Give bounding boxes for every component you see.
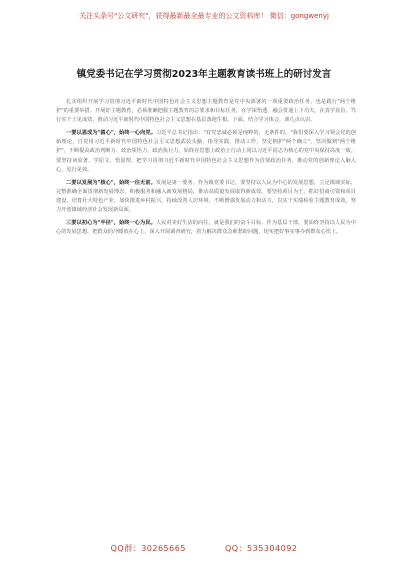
qq-label: QQ：535304092 — [224, 544, 298, 553]
paragraph-point-one — [56, 129, 356, 174]
document-body — [56, 98, 356, 241]
document-title: 镇党委书记在学习贯彻2023年主题教育读书班上的研讨发言 — [76, 69, 332, 80]
paragraph-lead: 二要以发展为"核心"，始终一往无前。 — [66, 179, 156, 186]
qq-group-label: QQ群：30265665 — [110, 544, 186, 553]
paragraph-lead: 一要以恩成为"圆心"，始终一心向党。 — [66, 130, 156, 137]
paragraph-intro — [56, 98, 356, 125]
paragraph-text: 扎实组织开展学习贯彻习近平新时代中国特色社会主义思想主题教育是党中央部署的一项重要政治任务，也是践行"两个维护"的重要举措。开展好主题教育，必须准确把握主题教育的总要求和目标任务，在学深悟透、融会贯通上下功夫，在真学真信、笃行实干上见成效，推动习近平新时代中国特色社会主义思想在基层落地生根。下面，结合学习体会，谈几点认识。 — [56, 99, 356, 124]
paragraph-text: 习近平总书记指出："对党忠诚必须是纯粹的、无条件的。"我们要深入学习领会党的创新理论，自觉用习近平新时代中国特色社会主义思想武装头脑、指导实践、推动工作，坚定拥护"两个确立"、坚决做到"两个维护"，不断提高政治判断力、政治领悟力、政治执行力，始终在思想上政治上行动上同以习近平同志为核心的党中央保持高度一致。要坚持读原著、学原文、悟原理，把学习贯彻习近平新时代中国特色社会主义思想作为首要政治任务，推动党的创新理论入脑入心、见行见效。 — [56, 130, 357, 173]
paragraph-text: 人民对美好生活的向往，就是我们的奋斗目标。作为基层干部，要始终坚持以人民为中心的发展思想，把群众的冷暖放在心上，深入开展调查研究，着力解决群众急难愁盼问题，切实把好事实事办到群众心坎上。 — [56, 220, 356, 236]
paragraph-point-two — [56, 179, 356, 215]
promo-banner: 关注头条号"公文研究"，获得最新最全最专业的公文资料库！ 微信：gongwenyj — [79, 12, 329, 20]
paragraph-point-three — [56, 219, 356, 237]
paragraph-lead: 三要以初心为"半径"，始终一心为民。 — [66, 220, 156, 227]
contact-footer — [0, 543, 408, 554]
paragraph-text: 发展是第一要务。作为镇党委书记，要坚持以人民为中心的发展思想，立足镇域实际，完整准确全面贯彻新发展理念，积极服务和融入新发展格局，推动高质量发展取得新成效。要坚持项目为王，抓好招商引资和项目建设，培育壮大特色产业，加快推进乡村振兴，持续改善人居环境，不断增强发展动力和活力，以实干实绩检验主题教育成效，努力开创镇域经济社会发展新局面。 — [56, 179, 356, 214]
